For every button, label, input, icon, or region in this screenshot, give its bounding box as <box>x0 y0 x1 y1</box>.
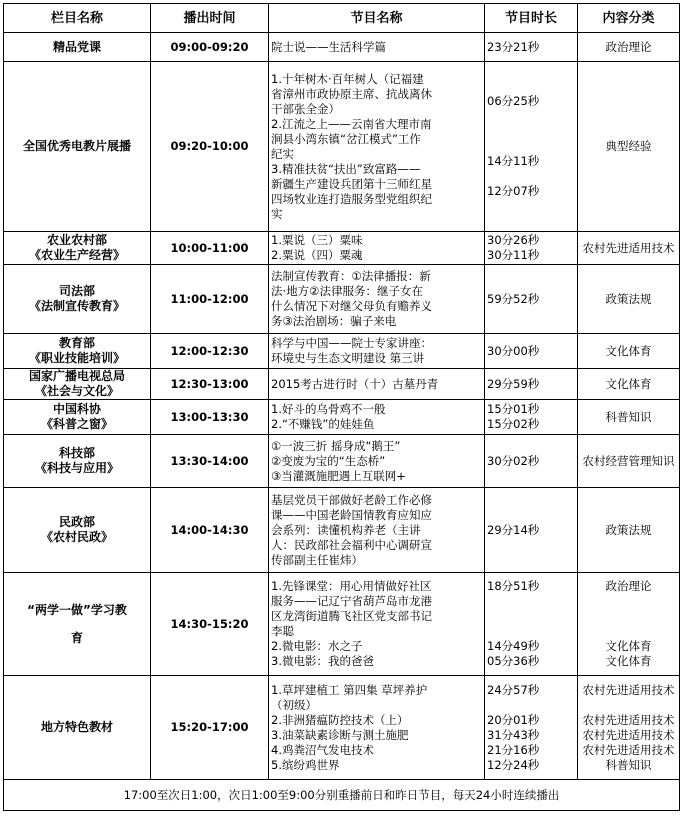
broadcast-time-cell: 09:00-09:20 <box>151 33 269 62</box>
column-name-line: 地方特色教材 <box>40 720 113 734</box>
column-name-cell <box>4 676 151 780</box>
program-cell <box>269 62 485 232</box>
header-duration: 节目时长 <box>485 4 578 33</box>
category-line: 政治理论 <box>605 39 652 54</box>
duration-cell <box>485 369 578 400</box>
column-name-cell <box>4 232 151 265</box>
program-line: 服务——记辽宁省葫芦岛市龙港 <box>271 594 432 608</box>
duration-cell <box>485 33 578 62</box>
program-line: 4.鸡粪沼气发电技术 <box>271 742 374 757</box>
duration-cell <box>485 265 578 334</box>
category-line: 政策法规 <box>605 522 652 537</box>
program-line: 院士说——生活科学篇 <box>271 39 386 54</box>
duration-line: 15分01秒 <box>487 402 540 416</box>
column-name-line: 《农业生产经营》 <box>28 248 125 262</box>
duration-line: 06分25秒 <box>487 94 540 108</box>
category-line: 科普知识 <box>605 409 652 424</box>
broadcast-time-cell: 13:00-13:30 <box>151 400 269 435</box>
category-line: 农村先进适用技术 <box>582 682 675 697</box>
column-name-line: 《科普之窗》 <box>40 417 113 431</box>
column-name-line: 全国优秀电教片展播 <box>22 139 131 153</box>
duration-line: 15分02秒 <box>487 417 540 431</box>
header-program-name: 节目名称 <box>269 4 485 33</box>
category-line: 文化体育 <box>605 343 652 358</box>
category-line: 农村先进适用技术 <box>582 727 675 742</box>
duration-line: 12分24秒 <box>487 757 540 772</box>
duration-cell <box>485 400 578 435</box>
program-line: ③当灌溉施肥遇上互联网+ <box>271 468 406 483</box>
column-name-line: 中国科协 <box>52 402 101 416</box>
column-name-cell <box>4 369 151 400</box>
program-line: 省漳州市政协原主席、抗战离休 <box>271 86 432 101</box>
duration-line: 31分43秒 <box>487 727 540 742</box>
category-cell <box>578 573 680 676</box>
duration-line: 12分07秒 <box>487 184 540 198</box>
table-row <box>4 573 680 676</box>
duration-cell <box>485 435 578 488</box>
broadcast-time-cell: 14:30-15:20 <box>151 573 269 676</box>
program-line: 1.先锋课堂：用心用情做好社区 <box>271 579 432 593</box>
column-name-line: 教育部 <box>58 336 95 350</box>
duration-line: 59分52秒 <box>487 291 540 306</box>
column-name-cell <box>4 62 151 232</box>
column-name-line: 《农村民政》 <box>40 530 113 544</box>
column-name-line: 《法制宣传教育》 <box>28 299 125 313</box>
duration-line: 18分51秒 <box>487 579 540 593</box>
column-name-line: “两学一做”学习教 <box>27 602 127 617</box>
program-line: 2.非洲猪瘟防控技术（上） <box>271 712 409 727</box>
program-line: 务③法治剧场：骗子来电 <box>271 314 397 328</box>
program-line: 1.十年树木·百年树人（记福建 <box>271 71 424 86</box>
table-row <box>4 369 680 400</box>
table-row <box>4 232 680 265</box>
category-line: 科普知识 <box>605 757 652 772</box>
duration-line: 30分00秒 <box>487 343 540 358</box>
duration-line: 20分01秒 <box>487 712 540 727</box>
program-cell <box>269 488 485 573</box>
program-line: 环境史与生态文明建设 第三讲 <box>271 351 425 365</box>
category-line: 文化体育 <box>605 654 652 668</box>
broadcast-time-cell: 12:30-13:00 <box>151 369 269 400</box>
program-line: 会系列：读懂机构养老（主讲 <box>271 522 421 537</box>
category-line: 政治理论 <box>605 579 652 593</box>
table-row <box>4 62 680 232</box>
category-cell <box>578 369 680 400</box>
column-name-line: 育 <box>70 630 83 645</box>
program-cell <box>269 676 485 780</box>
program-line: 涧县小湾东镇“岔江模式”工作 <box>271 131 421 146</box>
category-line: 文化体育 <box>605 639 652 653</box>
duration-cell <box>485 488 578 573</box>
program-line: 传部副主任崔炜） <box>271 552 363 567</box>
category-cell <box>578 33 680 62</box>
column-name-cell <box>4 400 151 435</box>
column-name-cell <box>4 265 151 334</box>
duration-line: 30分26秒 <box>487 233 540 247</box>
duration-line: 14分11秒 <box>487 154 540 168</box>
category-cell <box>578 232 680 265</box>
duration-line: 30分02秒 <box>487 453 540 468</box>
program-line: 3.精准扶贫“扶出”致富路—— <box>271 161 421 176</box>
category-cell <box>578 265 680 334</box>
program-line: 科学与中国——院士专家讲座： <box>271 336 432 350</box>
program-line: 纪实 <box>271 146 294 161</box>
category-cell <box>578 676 680 780</box>
category-line: 政策法规 <box>605 291 652 306</box>
program-line: 2.“不赚钱”的娃娃鱼 <box>271 417 375 431</box>
broadcast-time-cell: 14:00-14:30 <box>151 488 269 573</box>
category-cell <box>578 334 680 369</box>
header-row <box>4 4 680 33</box>
program-line: 什么情况下对继父母负有赡养义 <box>271 299 432 313</box>
program-line: 区龙湾街道腾飞社区党支部书记 <box>271 609 432 623</box>
column-name-cell <box>4 334 151 369</box>
program-line: 1.好斗的乌骨鸡不一般 <box>271 402 386 416</box>
column-name-line: 国家广播电视总局 <box>28 369 125 383</box>
column-name-cell <box>4 573 151 676</box>
category-cell <box>578 488 680 573</box>
duration-line: 14分49秒 <box>487 639 540 653</box>
program-line: 2.江流之上——云南省大理市南 <box>271 116 432 131</box>
column-name-cell <box>4 488 151 573</box>
duration-cell <box>485 676 578 780</box>
program-line: 2.微电影：水之子 <box>271 639 363 653</box>
column-name-line: 民政部 <box>58 515 95 529</box>
program-line: 干部张全金） <box>271 101 340 116</box>
footer-row <box>4 780 680 811</box>
program-cell <box>269 369 485 400</box>
category-line: 农村经营管理知识 <box>582 453 675 468</box>
schedule-table <box>3 3 680 811</box>
duration-cell <box>485 62 578 232</box>
program-line: 四场牧业连打造服务型党组织纪 <box>271 191 432 206</box>
program-line: 5.缤纷鸡世界 <box>271 757 340 772</box>
category-cell <box>578 400 680 435</box>
table-row <box>4 265 680 334</box>
program-line: ①一波三折 摇身成“鹅王” <box>271 438 401 453</box>
category-line: 农村先进适用技术 <box>582 240 675 255</box>
column-name-cell <box>4 33 151 62</box>
header-category: 内容分类 <box>578 4 680 33</box>
column-name-line: 《社会与文化》 <box>34 384 119 398</box>
broadcast-time-cell: 13:30-14:00 <box>151 435 269 488</box>
table-row <box>4 334 680 369</box>
category-cell <box>578 62 680 232</box>
broadcast-time-cell: 09:20-10:00 <box>151 62 269 232</box>
table-row <box>4 676 680 780</box>
duration-cell <box>485 573 578 676</box>
duration-line: 30分11秒 <box>487 248 540 262</box>
duration-line: 29分59秒 <box>487 376 540 391</box>
program-cell <box>269 400 485 435</box>
duration-line: 29分14秒 <box>487 522 540 537</box>
column-name-line: 司法部 <box>58 284 95 298</box>
table-row <box>4 400 680 435</box>
rebroadcast-note: 17:00至次日1:00，次日1:00至9:00分别重播前日和昨日节目，每天24小时连续播出 <box>4 780 680 811</box>
program-line: 法制宣传教育：①法律播报：新 <box>271 269 431 283</box>
column-name-line: 精品党课 <box>52 39 101 54</box>
program-line: 实 <box>271 206 283 221</box>
program-line: （初级） <box>271 697 317 712</box>
duration-line: 21分16秒 <box>487 742 540 757</box>
category-line: 典型经验 <box>605 139 652 153</box>
program-cell <box>269 334 485 369</box>
column-name-line: 《职业技能培训》 <box>28 351 125 365</box>
program-line: 2.粟说（四）粟魂 <box>271 248 363 262</box>
program-cell <box>269 435 485 488</box>
table-row <box>4 435 680 488</box>
program-line: ②变废为宝的“生态桥” <box>271 453 386 468</box>
program-line: 人：民政部社会福利中心调研宣 <box>271 537 432 552</box>
program-line: 课——中国老龄国情教育应知应 <box>271 507 432 522</box>
schedule-sheet <box>3 3 680 811</box>
duration-line: 05分36秒 <box>487 654 540 668</box>
program-line: 法·地方②法律服务：继子女在 <box>271 284 423 298</box>
program-line: 李聪 <box>271 624 294 638</box>
program-line: 基层党员干部做好老龄工作必修 <box>271 492 432 507</box>
table-row <box>4 488 680 573</box>
broadcast-time-cell: 12:00-12:30 <box>151 334 269 369</box>
program-line: 1.草坪建植工 第四集 草坪养护 <box>271 682 428 697</box>
duration-cell <box>485 232 578 265</box>
header-broadcast-time: 播出时间 <box>151 4 269 33</box>
category-line: 农村先进适用技术 <box>582 742 675 757</box>
program-line: 2015考古进行时（十）古墓丹青 <box>271 376 439 391</box>
column-name-line: 科技部 <box>58 446 95 460</box>
duration-line: 24分57秒 <box>487 682 540 697</box>
duration-line: 23分21秒 <box>487 39 540 54</box>
column-name-cell <box>4 435 151 488</box>
program-line: 新疆生产建设兵团第十三师红星 <box>271 176 432 191</box>
broadcast-time-cell: 15:20-17:00 <box>151 676 269 780</box>
program-cell <box>269 232 485 265</box>
program-cell <box>269 33 485 62</box>
broadcast-time-cell: 11:00-12:00 <box>151 265 269 334</box>
category-cell <box>578 435 680 488</box>
category-line: 文化体育 <box>605 376 652 391</box>
program-cell <box>269 573 485 676</box>
table-row <box>4 33 680 62</box>
program-line: 3.油菜缺素诊断与测土施肥 <box>271 727 409 742</box>
category-line: 农村先进适用技术 <box>582 712 675 727</box>
broadcast-time-cell: 10:00-11:00 <box>151 232 269 265</box>
program-line: 3.微电影：我的爸爸 <box>271 654 374 668</box>
column-name-line: 《科技与应用》 <box>34 461 119 475</box>
duration-cell <box>485 334 578 369</box>
column-name-line: 农业农村部 <box>46 233 107 247</box>
program-cell <box>269 265 485 334</box>
header-column-name: 栏目名称 <box>4 4 151 33</box>
program-line: 1.粟说（三）粟味 <box>271 233 363 247</box>
